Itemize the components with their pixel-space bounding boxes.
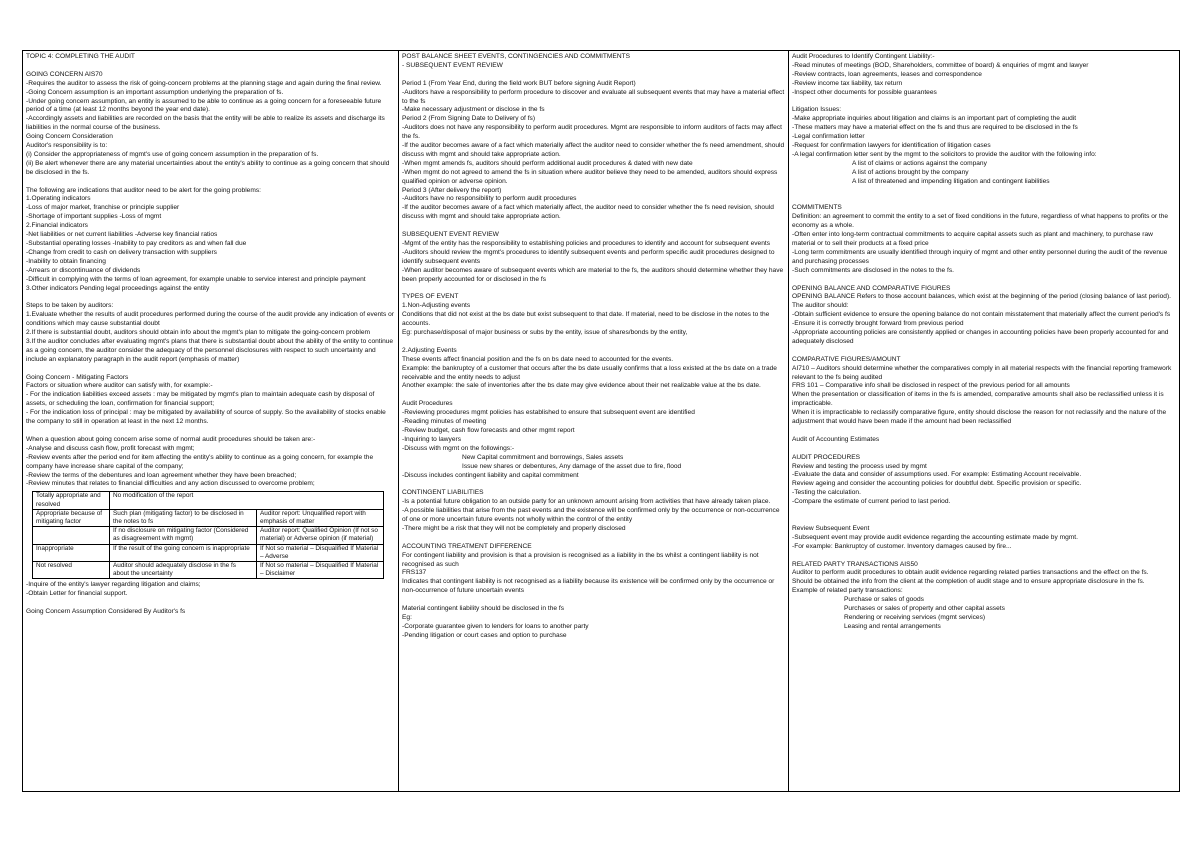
column-post-balance-sheet [399,51,789,791]
contingent-procedures-text [792,53,1176,160]
text-line: -Obtain sufficient evidence to ensure the opening balance do not contain misstatement that materially affect the current period's fs [792,311,1171,319]
text-line: Material contingent liability should be disclosed in the fs [402,605,565,613]
text-line: TYPES OF EVENT [402,293,459,301]
text-line: -Pending litigation or court cases and option to purchase [402,631,567,639]
text-line: -Corporate guarantee given to lenders for loans to another party [402,622,589,630]
text-line: Period 1 (From Year End, during the field work BUT before signing Audit Report) [402,79,636,87]
blank-line [792,276,1176,285]
text-line: 1.Operating indicators [26,195,91,203]
text-line: -Shortage of important supplies -Loss of mgmt [26,213,162,221]
text-line: -Review income tax liability, tax return [792,79,903,87]
table-cell: If the result of the going concern is inappropriate [110,544,257,561]
text-line: -Requires the auditor to assess the risk of going-concern problems at the planning stage and again during the final review. [26,79,382,87]
text-line: Definition: an agreement to commit the entity to a set of fixed conditions in the future, regardless of what happens to profits or the economy as a whole. [792,213,1169,230]
table-cell: Auditor should adequately disclose in the fs about the uncertainty [110,561,257,578]
text-line: -Inability to obtain financing [26,257,106,265]
blank-line [792,507,1176,516]
text-line: Going Concern Assumption Considered By Auditor's fs [26,608,186,616]
text-line: -Auditors does not have any responsibility to perform audit procedures. Mgmt are responsible to inform auditors of facts may affect the fs. [402,124,782,141]
text-line: Conditions that did not exist at the bs date but exist subsequent to that date. If material, need to be disclose in the notes to the accounts. [402,311,770,328]
text-line: Steps to be taken by auditors: [26,302,114,310]
text-line: Litigation Issues: [792,106,842,114]
text-line: Eg: purchase/disposal of major business or subs by the entity, issue of shares/bonds by the entity, [402,329,688,337]
table-cell: Such plan (mitigating factor) to be disclosed in the notes to fs [110,509,257,526]
table-row [33,561,384,578]
text-line: Issue new shares or debentures, Any damage of the asset due to fire, flood [462,462,682,470]
text-line: FRS 101 – Comparative info shall be disclosed in respect of the previous period for all amounts [792,382,1070,390]
table-cell: If Not so material – Disqualified If Material – Adverse [257,544,384,561]
table-row [33,509,384,526]
text-line: 1.Evaluate whether the results of audit procedures performed during the course of the audit provide any indication of events or conditions which may cause substantial doubt [26,311,395,328]
text-line: Another example: the sale of inventories after the bs date may give evidence about their net realizable value at the bs date. [402,382,761,390]
text-line: When a question about going concern arise some of normal audit procedures should be taken are:- [26,435,316,443]
table-cell [33,527,110,544]
table-cell: If no disclosure on mitigating factor (Considered as disagreement with mgmt) [110,527,257,544]
text-line: -Subsequent event may provide audit evidence regarding the accounting estimate made by mgmt. [792,533,1078,541]
text-line: POST BALANCE SHEET EVENTS, CONTINGENCIES AND COMMITMENTS [402,53,631,60]
blank-line [792,516,1176,525]
text-line: -Review minutes that relates to financial difficulties and any action discussed to overcome problem; [26,480,315,488]
text-line: CONTINGENT LIABILITIES [402,489,484,497]
text-line: -When auditor becomes aware of subsequent events which are material to the fs, the auditors should determine whether they have been properly accounted for or disclosed in the fs [402,266,784,283]
text-line: -When mgmt do not agreed to amend the fs in situation where auditor believe they need to be amended, auditors should express qualified opinion or adverse opinion. [402,168,778,185]
text-line: When it is impracticable to reclassify comparative figure, entity should disclose the reason for not reclassify and the nature of the adjustment that would have been made if the amount had been reclassified [792,409,1167,426]
text-line: -If the auditor becomes aware of a fact which materially affect, the auditor need to consider whether the fs need revision, should discuss with mgmt and should take appropriate action. [402,204,774,221]
text-line: These events affect financial position and the fs on bs date need to accounted for the events. [402,355,674,363]
text-line: SUBSEQUENT EVENT REVIEW [402,231,499,239]
going-concern-text-after [26,581,395,617]
text-line: - For the indication loss of principal : may be mitigated by availability of source of supply. So the availability of stocks enable the company to still in operation at least in the next 12 months. [26,409,386,426]
text-line: -Often enter into long-term contractual commitments to acquire capital assets such as plant and machinery, to purchase raw material or to sell their products at a fixed price [792,231,1153,247]
text-line: COMPARATIVE FIGURES/AMOUNT [792,355,901,363]
blank-line [26,62,395,71]
blank-line [792,445,1176,454]
text-line: -Arrears or discontinuance of dividends [26,266,141,274]
blank-line [792,195,1176,204]
text-line: RELATED PARTY TRANSACTIONS AIS50 [792,560,918,568]
text-line: For contingent liability and provision is that a provision is recognised as a liability in the bs whilst a contingent liability is not recognised as such [402,551,759,568]
table-cell: Not resolved [33,561,110,578]
text-line: A list of actions brought by the company [852,168,969,176]
text-line: 3.Other indicators Pending legal proceedings against the entity [26,284,210,292]
table-cell: Inappropriate [33,544,110,561]
text-line: -Accordingly assets and liabilities are recorded on the basis that the entity will be able to realize its assets and discharge its liabilities in the normal course of the business. [26,115,385,132]
table-cell: No modification of the report [110,492,384,509]
text-line: Going Concern - Mitigating Factors [26,373,129,381]
blank-line [402,338,785,347]
blank-line [792,98,1176,107]
text-line: Example: the bankruptcy of a customer that occurs after the bs date usually confirms that a loss existed at the bs date on a trade receivable and the entity needs to adjust [402,364,777,381]
text-line: (i) Consider the appropriateness of mgmt's use of going concern assumption in the preparation of fs. [26,150,319,158]
text-line: -Such commitments are disclosed in the notes to the fs. [792,266,954,274]
text-line: -Obtain Letter for financial support. [26,590,128,598]
blank-line [26,599,395,608]
text-line: -Net liabilities or net current liabilities -Adverse key financial ratios [26,231,218,239]
text-line: -If the auditor becomes aware of a fact which materially affect the auditor need to consider whether the fs need amendment, should discuss with mgmt and should take appropriate action. [402,142,785,158]
text-line: -Appropriate accounting policies are consistently applied or changes in accounting policies have been properly accounted for and adequately disclosed [792,329,1169,345]
text-line: Period 2 (From Signing Date to Delivery of fs) [402,115,536,123]
going-concern-text [26,53,395,489]
blank-line [402,391,785,400]
text-line: AI710 – Auditors should determine whether the comparatives comply in all material respects with the financial reporting framework relevant to the fs being audited [792,364,1172,381]
text-line: Purchase or sales of goods [844,596,924,604]
text-line: -Mgmt of the entity has the responsibility to establishing policies and procedures to identify and account for subsequent events [402,240,770,247]
text-line: -Inquire of the entity's lawyer regarding litigation and claims; [26,581,201,589]
text-line: 2.Adjusting Events [402,346,457,354]
blank-line [792,552,1176,561]
text-line: A list of threatened and impending litigation and contingent liabilities [852,177,1050,185]
column-going-concern [23,51,399,791]
text-line: Audit Procedures [402,400,453,408]
text-line: -Legal confirmation letter [792,133,865,141]
text-line: -Make necessary adjustment or disclose in the fs [402,106,545,114]
text-line: 2.Financial indicators [26,222,88,230]
text-line: Review and testing the process used by mgmt [792,462,927,470]
table-cell: If Not so material – Disqualified If Material – Disclaimer [257,561,384,578]
text-line: -Going Concern assumption is an important assumption underlying the preparation of fs. [26,88,284,96]
text-line: A list of claims or actions against the company [852,159,987,167]
text-line: AUDIT PROCEDURES [792,453,861,461]
discussion-items [402,454,785,472]
text-line: -Ensure it is correctly brought forward from previous period [792,320,964,328]
text-line: Audit of Accounting Estimates [792,435,880,443]
text-line: -Compare the estimate of current period to last period. [792,498,951,506]
subsequent-events-text [402,53,785,454]
text-line: -Reading minutes of meeting [402,418,487,426]
blank-line [402,222,785,231]
text-line: -Auditors have a responsibility to perform procedure to discover and evaluate all subsequent events that may have a material effect to the fs [402,88,785,105]
text-line: -Review events after the period end for item affecting the entity's ability to continue as a going concern, for example the company have increase share capital of the company; [26,453,374,470]
text-line: Auditor's responsibility is to: [26,142,108,150]
text-line: -When mgmt amends fs, auditors should perform additional audit procedures & dated with new date [402,159,693,167]
text-line: -Inspect other documents for possible guarantees [792,88,937,96]
text-line: 3.If the auditor concludes after evaluating mgmt's plans that there is substantial doubt about the ability of the entity to continue as a going concern, the auditor consider the adequacy of the personnel disclosures with respect to such uncertainty and include an explanatory paragraph in the audit report (emphasis of matter) [26,337,394,363]
text-line: -Reviewing procedures mgmt policies has established to ensure that subsequent event are identified [402,409,695,417]
table-row [33,527,384,544]
blank-line [26,365,395,374]
table-cell: Auditor report: Qualified Opinion (If not so material) or Adverse opinion (if material) [257,527,384,544]
blank-line [402,285,785,294]
going-concern-table [32,491,384,579]
text-line: Period 3 (After delivery the report) [402,186,502,194]
text-line: FRS137 [402,569,427,577]
legal-letter-items [792,160,1176,187]
text-line: Leasing and rental arrangements [844,622,941,630]
text-line: -Change from credit to cash on delivery transaction with suppliers [26,248,217,256]
table-row [33,544,384,561]
commitments-text [792,187,1176,597]
column-procedures [789,51,1179,791]
text-line: Review ageing and consider the accounting policies for doubtful debt. Specific provision or specific. [792,480,1082,488]
text-line: -Auditors have no responsibility to perform audit procedures [402,195,577,203]
text-line: Eg: [402,613,412,621]
text-line: -Substantial operating losses -Inability to pay creditors as and when fall due [26,240,247,247]
text-line: When the presentation or classification of items in the fs is amended, comparative amounts shall also be reclassified unless it is impracticable. [792,391,1164,408]
text-line: -For example: Bankruptcy of customer. Inventory damages caused by fire... [792,542,1012,550]
text-line: -Auditors should review the mgmt's procedures to identify subsequent events and perform specific audit procedures designed to identify subsequent events [402,248,775,265]
blank-line [402,596,785,605]
text-line: -Discuss with mgmt on the followings:- [402,444,515,452]
text-line: -Under going concern assumption, an entity is assumed to be able to continue as a going concern for a foreseeable future period of a time (at least 12 months beyond the year end date). [26,97,382,114]
text-line: -These matters may have a material effect on the fs and thus are required to be disclosed in the fs [792,124,1078,132]
text-line: The following are indications that auditor need to be alert for the going problems: [26,186,261,194]
text-line: -Long term commitments are usually identified through inquiry of mgmt and other entity personnel during the audit of the revenue and purchasing processes [792,248,1168,265]
text-line: GOING CONCERN AIS70 [26,70,103,78]
text-line: Auditor to perform audit procedures to obtain audit evidence regarding related parties transactions and the effect on the fs. [792,569,1149,577]
text-line: The auditor should: [792,302,849,310]
text-line: -A possible liabilities that arise from the past events and the existence will be confirmed only by the occurrence or non-occurrence of one or more uncertain future events not wholly within the control of the entity [402,507,780,524]
blank-line [402,71,785,80]
text-line: OPENING BALANCE AND COMPARATIVE FIGURES [792,284,951,292]
text-line: 2.If there is substantial doubt, auditors should obtain info about the mgmt's plan to mitigate the going-concern problem [26,329,370,337]
table-cell: Appropriate because of mitigating factor [33,509,110,526]
table-header-row [33,492,384,509]
text-line: TOPIC 4: COMPLETING THE AUDIT [26,53,135,60]
related-party-examples [792,596,1176,632]
text-line: -Review budget, cash flow forecasts and other mgmt report [402,426,575,434]
table-cell: Auditor report: Unqualified report with emphasis of matter [257,509,384,526]
table-cell: Totally appropriate and resolved [33,492,110,509]
text-line: -There might be a risk that they will not be completely and properly disclosed [402,524,626,532]
text-line: -Loss of major market, franchise or principle supplier [26,204,180,212]
text-line: -Analyse and discuss cash flow, profit forecast with mgmt; [26,444,195,452]
text-line: -Make appropriate inquiries about litigation and claims is an important part of completing the audit [792,115,1077,123]
text-line: -Inquiring to lawyers [402,435,462,443]
text-line: -Is a potential future obligation to an outside party for an unknown amount arising from activities that have already taken place. [402,498,771,506]
blank-line [402,480,785,489]
text-line: Review Subsequent Event [792,524,870,532]
blank-line [792,427,1176,436]
blank-line [26,293,395,302]
text-line: -Evaluate the data and consider of assumptions used. For example: Estimating Account receivable. [792,471,1082,479]
text-line: Rendering or receiving services (mgmt services) [844,613,986,621]
blank-line [792,187,1176,196]
blank-line [792,347,1176,356]
text-line: Should be obtained the info from the client at the completion of audit stage and to ensure appropriate disclosure in the fs. [792,578,1145,586]
document-sheet [22,50,1180,792]
text-line: Example of related party transactions: [792,587,903,595]
text-line: Indicates that contingent liability is not recognised as a liability because its existence will be confirmed only by the occurrence or non-occurrence of future uncertain events [402,578,775,595]
text-line: -Read minutes of meetings (BOD, Shareholders, committee of board) & enquiries of mgmt and lawyer [792,61,1089,69]
blank-line [402,534,785,543]
blank-line [26,427,395,436]
text-line: -A legal confirmation letter sent by the mgmt to the solicitors to provide the auditor with the following info: [792,150,1097,158]
text-line: -Difficult in complying with the terms of loan agreement, for example unable to service interest and principle payment [26,275,366,283]
text-line: - SUBSEQUENT EVENT REVIEW [402,61,503,69]
text-line: Going Concern Consideration [26,133,113,141]
text-line: (ii) Be alert whenever there are any material uncertainties about the entity's ability to continue as a going concern that should be disclosed in the fs. [26,159,390,176]
text-line: COMMITMENTS [792,204,842,212]
text-line: -Testing the calculation. [792,489,861,497]
text-line: Purchases or sales of property and other capital assets [844,605,1005,613]
text-line: New Capital commitment and borrowings, Sales assets [462,453,624,461]
text-line: OPENING BALANCE Refers to those account balances, which exist at the beginning of the period (closing balance of last period). [792,293,1171,301]
text-line: ACCOUNTING TREATMENT DIFFERENCE [402,542,532,550]
text-line: -Discuss includes contingent liability and capital commitment [402,471,579,479]
text-line: 1.Non-Adjusting events [402,302,471,310]
text-line: Factors or situation where auditor can satisfy with, for example:- [26,382,213,390]
text-line: Audit Procedures to Identify Contingent Liability:- [792,53,935,60]
blank-line [26,178,395,187]
contingent-liabilities-text [402,472,785,641]
text-line: -Review the terms of the debentures and loan agreement whether they have been breached; [26,471,297,479]
text-line: -Request for confirmation lawyers for identification of litigation cases [792,142,991,150]
text-line: -Review contracts, loan agreements, leases and correspondence [792,70,982,78]
text-line: - For the indication liabilities exceed assets : may be mitigated by mgmt's plan to maintain adequate cash by disposal of assets, or scheduling the loan, confirmation for financial support; [26,391,375,408]
